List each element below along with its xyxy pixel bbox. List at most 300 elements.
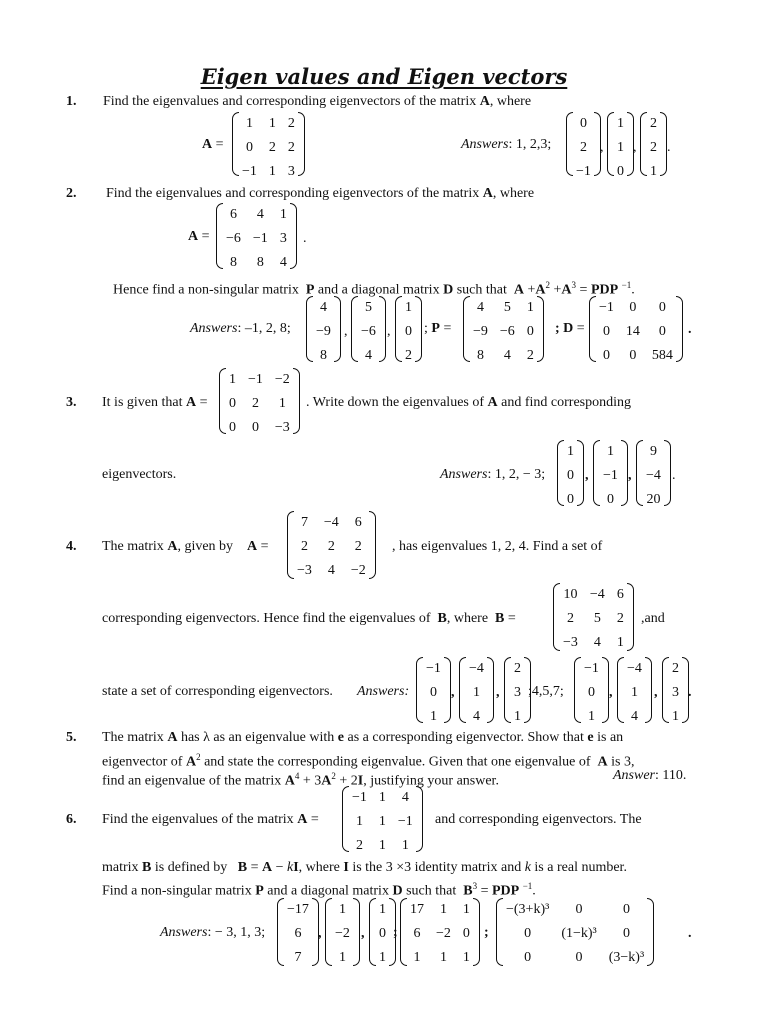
- matrix-entry: 1: [439, 950, 447, 965]
- vector-entries: [600, 440, 621, 506]
- matrix-entry: 0: [602, 348, 610, 363]
- matrix-entry: −6: [499, 324, 515, 339]
- matrix-entry: 1: [413, 950, 421, 965]
- vector-entry: 2: [405, 348, 412, 363]
- vector-entries: [313, 296, 334, 362]
- vector-right-bracket: [353, 898, 360, 966]
- problem-1-text: Find the eigenvalues and corresponding eigenvectors of the matrix A, where: [103, 94, 532, 109]
- vector-right-bracket: [664, 440, 671, 506]
- matrix-left-bracket: [287, 511, 294, 579]
- matrix-entry: 6: [229, 207, 237, 222]
- vector-entries: [358, 296, 379, 362]
- matrix-entry: 7: [300, 515, 308, 530]
- problem-3-eigvec-1: [557, 440, 584, 506]
- matrix-entry: 2: [287, 116, 295, 131]
- problem-2-hence: Hence find a non-singular matrix P and a diagonal matrix D such that $A +A^2 +A^3$ = PDP $^{-1}$.: [113, 280, 635, 298]
- vector-entry: −4: [646, 468, 661, 483]
- vector-entry: 4: [630, 709, 638, 724]
- problem-2-eigvec-1: [306, 296, 341, 362]
- problem-2-answer: Answers: –1, 2, 8;: [190, 321, 291, 336]
- matrix-left-bracket: [553, 583, 560, 651]
- vector-entry: −1: [584, 661, 599, 676]
- matrix-entry: 5: [593, 611, 601, 626]
- matrix-entry: 1: [268, 116, 276, 131]
- comma: ,: [628, 468, 632, 483]
- vector-entry: 1: [405, 300, 412, 315]
- matrix-entry: 4: [401, 790, 409, 805]
- matrix-entry: 4: [476, 300, 484, 315]
- matrix-entry: 8: [229, 255, 237, 270]
- comma: ,: [496, 685, 500, 700]
- problem-3-text-a: It is given that A =: [102, 395, 208, 410]
- problem-4-eigvec-2: [459, 657, 494, 723]
- vector-entry: 0: [587, 685, 595, 700]
- vector-entry: 0: [567, 492, 574, 507]
- vector-entries: [466, 657, 487, 723]
- problem-1-eigvec-1: [566, 112, 601, 179]
- vector-left-bracket: [557, 440, 564, 506]
- matrix-entry: 2: [355, 838, 363, 853]
- problem-4-eigvec-3: [504, 657, 531, 723]
- matrix-entry: −3: [274, 420, 290, 435]
- problem-6-number: 6.: [66, 812, 77, 827]
- vector-left-bracket: [306, 296, 313, 362]
- vector-entry: 1: [379, 950, 386, 965]
- matrix-entry: 584: [651, 348, 673, 363]
- matrix-entry: 4: [327, 563, 335, 578]
- problem-1-eigvec-2: [607, 112, 634, 179]
- semicolon: ;: [484, 925, 489, 940]
- vector-entries: [573, 112, 594, 179]
- matrix-right-bracket: [298, 112, 305, 176]
- problem-3-eigvec-2: [593, 440, 628, 506]
- vector-entry: 7: [294, 950, 302, 965]
- matrix-entry: 1: [245, 116, 253, 131]
- matrix-entry: 0: [245, 140, 253, 155]
- vector-entry: 1: [617, 140, 624, 155]
- matrix-entry: (3−k)³: [608, 950, 645, 965]
- matrix-entries: [226, 368, 293, 434]
- vector-entry: 20: [646, 492, 661, 507]
- problem-5-number: 5.: [66, 730, 77, 745]
- problem-5-line-1: The matrix A has λ as an eigenvalue with e as a corresponding eigenvector. Show that e is an: [102, 730, 624, 745]
- vector-entries: [511, 657, 524, 723]
- problem-4-b-eigvec-3: [662, 657, 689, 723]
- vector-left-bracket: [369, 898, 376, 966]
- matrix-entry: 0: [658, 324, 666, 339]
- matrix-entries: [560, 583, 627, 651]
- matrix-entry: 1: [378, 814, 386, 829]
- matrix-entry: 3: [279, 231, 287, 246]
- vector-entry: 1: [338, 902, 346, 917]
- vector-entry: 4: [472, 709, 480, 724]
- vector-entry: 3: [514, 685, 521, 700]
- matrix-entry: −2: [274, 372, 290, 387]
- vector-entries: [564, 440, 577, 506]
- vector-entry: 0: [429, 685, 437, 700]
- vector-entries: [332, 898, 353, 966]
- problem-6-line-2: matrix B is defined by B = A − kI, where I is the 3 ×3 identity matrix and k is a real number.: [102, 860, 627, 875]
- matrix-entry: 4: [256, 207, 264, 222]
- vector-entry: 2: [579, 140, 587, 155]
- vector-entry: 8: [319, 348, 327, 363]
- problem-2-matrix-d: [589, 296, 683, 362]
- problem-6-eigvec-3: [369, 898, 396, 966]
- vector-right-bracket: [415, 296, 422, 362]
- matrix-entry: 2: [354, 539, 362, 554]
- vector-right-bracket: [660, 112, 667, 176]
- matrix-entry: 1: [378, 838, 386, 853]
- vector-entry: 4: [364, 348, 372, 363]
- problem-3-text-c: eigenvectors.: [102, 467, 177, 482]
- vector-left-bracket: [351, 296, 358, 362]
- matrix-entry: 2: [327, 539, 335, 554]
- matrix-entry: 14: [625, 324, 640, 339]
- matrix-entry: 1: [462, 902, 470, 917]
- problem-2-number: 2.: [66, 186, 77, 201]
- problem-6-matrix-p: [400, 898, 480, 966]
- vector-entries: [284, 898, 312, 966]
- vector-entry: 0: [617, 164, 624, 179]
- matrix-entries: [407, 898, 473, 966]
- matrix-entry: 6: [616, 587, 624, 602]
- matrix-entries: [503, 898, 647, 966]
- comma: ,: [387, 324, 391, 339]
- matrix-entry: −1: [352, 790, 367, 805]
- matrix-entry: 0: [575, 950, 583, 965]
- problem-5-line-2: eigenvector of $A^2$ and state the corresponding eigenvalue. Given that one eigenvalue of A is 3,: [102, 752, 635, 770]
- vector-entries: [614, 112, 627, 179]
- vector-entry: 0: [606, 492, 614, 507]
- matrix-entry: −3: [297, 563, 312, 578]
- comma: ,: [344, 324, 348, 339]
- matrix-entry: 0: [658, 300, 666, 315]
- problem-3-eigvec-3: [636, 440, 671, 506]
- vector-left-bracket: [325, 898, 332, 966]
- problem-6-eigvec-1: [277, 898, 319, 966]
- problem-4-eigvals-b: ;4,5,7;: [528, 684, 564, 699]
- matrix-right-bracket: [676, 296, 683, 362]
- matrix-entry: 3: [287, 164, 295, 179]
- matrix-entry: 0: [229, 396, 236, 411]
- matrix-entry: 1: [278, 396, 286, 411]
- vector-left-bracket: [566, 112, 573, 176]
- vector-left-bracket: [617, 657, 624, 723]
- matrix-entry: 2: [526, 348, 534, 363]
- vector-left-bracket: [504, 657, 511, 723]
- matrix-left-bracket: [496, 898, 503, 966]
- matrix-entry: −1: [242, 164, 257, 179]
- problem-1-matrix-a: [232, 112, 305, 179]
- comma: ,: [654, 685, 658, 700]
- vector-entry: −1: [426, 661, 441, 676]
- vector-right-bracket: [334, 296, 341, 362]
- matrix-entries: [596, 296, 676, 362]
- vector-entry: 1: [567, 444, 574, 459]
- problem-6-answer: Answers: − 3, 1, 3;: [160, 925, 266, 940]
- matrix-right-bracket: [537, 296, 544, 362]
- matrix-entries: [223, 203, 290, 269]
- problem-2-eigvec-2: [351, 296, 386, 362]
- matrix-entry: −2: [350, 563, 366, 578]
- matrix-entry: 0: [462, 926, 470, 941]
- vector-right-bracket: [577, 440, 584, 506]
- vector-entry: −9: [316, 324, 331, 339]
- problem-3-number: 3.: [66, 395, 77, 410]
- vector-entry: 1: [630, 685, 638, 700]
- matrix-entry: 0: [622, 902, 630, 917]
- matrix-left-bracket: [232, 112, 239, 176]
- matrix-entry: 4: [593, 635, 601, 650]
- matrix-entry: 6: [413, 926, 421, 941]
- matrix-left-bracket: [216, 203, 223, 269]
- period: .: [667, 140, 671, 155]
- vector-entry: 3: [672, 685, 679, 700]
- vector-right-bracket: [487, 657, 494, 723]
- vector-entry: 1: [429, 709, 437, 724]
- vector-entry: 1: [379, 902, 386, 917]
- problem-4-text-b: , has eigenvalues 1, 2, 4. Find a set of: [392, 539, 603, 554]
- period: .: [303, 231, 307, 246]
- vector-entry: −6: [361, 324, 376, 339]
- vector-entry: 1: [472, 685, 480, 700]
- problem-1-a-label: A =: [202, 137, 224, 152]
- period: .: [688, 926, 692, 941]
- problem-2-eigvec-3: [395, 296, 422, 362]
- matrix-entry: −4: [323, 515, 339, 530]
- problem-4-b-eigvec-1: [574, 657, 609, 723]
- problem-6-eigvec-2: [325, 898, 360, 966]
- matrix-entry: 0: [526, 324, 534, 339]
- vector-entry: −4: [627, 661, 642, 676]
- vector-entries: [643, 440, 664, 506]
- vector-left-bracket: [593, 440, 600, 506]
- vector-entries: [669, 657, 682, 723]
- matrix-entry: 2: [251, 396, 259, 411]
- matrix-entry: 1: [355, 814, 363, 829]
- vector-entry: −1: [576, 164, 591, 179]
- vector-entry: −2: [335, 926, 350, 941]
- vector-entry: 0: [405, 324, 412, 339]
- problem-1-eigvec-3: [640, 112, 667, 179]
- matrix-left-bracket: [463, 296, 470, 362]
- matrix-entry: 4: [279, 255, 287, 270]
- problem-4-matrix-b: [553, 583, 634, 651]
- problem-6-matrix-a: [342, 786, 423, 852]
- vector-entry: 2: [672, 661, 679, 676]
- matrix-entry: 0: [602, 324, 610, 339]
- vector-entry: 4: [319, 300, 327, 315]
- problem-4-eigvec-1: [416, 657, 451, 723]
- matrix-entry: 2: [300, 539, 308, 554]
- matrix-right-bracket: [293, 368, 300, 434]
- matrix-entry: 17: [410, 902, 424, 917]
- problem-2-matrix-p: [463, 296, 544, 362]
- vector-left-bracket: [640, 112, 647, 176]
- matrix-left-bracket: [400, 898, 407, 966]
- matrix-entry: −9: [473, 324, 488, 339]
- matrix-entry: −(3+k)³: [506, 902, 550, 917]
- matrix-entry: −1: [599, 300, 614, 315]
- comma: ,: [609, 685, 613, 700]
- matrix-entry: 10: [563, 587, 578, 602]
- matrix-entries: [239, 112, 298, 179]
- vector-entry: 2: [650, 116, 657, 131]
- problem-1-number: 1.: [66, 94, 77, 109]
- matrix-right-bracket: [473, 898, 480, 966]
- semicolon: ;: [393, 925, 398, 940]
- matrix-entry: 2: [268, 140, 276, 155]
- matrix-entry: −1: [248, 372, 263, 387]
- vector-left-bracket: [416, 657, 423, 723]
- vector-entry: 1: [672, 709, 679, 724]
- page-title: Eigen values and Eigen vectors: [200, 64, 568, 89]
- vector-right-bracket: [621, 440, 628, 506]
- matrix-entry: −1: [397, 814, 413, 829]
- vector-entry: −17: [287, 902, 309, 917]
- problem-2-p-label: ; P =: [424, 321, 452, 336]
- matrix-entries: [294, 511, 369, 579]
- matrix-entry: 2: [287, 140, 295, 155]
- problem-3-matrix-a: [219, 368, 300, 434]
- vector-entry: 2: [514, 661, 521, 676]
- problem-1-answer: Answers: 1, 2,3;: [461, 137, 552, 152]
- matrix-entry: 0: [575, 902, 583, 917]
- vector-entry: 0: [567, 468, 574, 483]
- problem-4-text-c: corresponding eigenvectors. Hence find the eigenvalues of B, where B =: [102, 611, 516, 626]
- comma: ,: [600, 140, 604, 155]
- matrix-left-bracket: [219, 368, 226, 434]
- matrix-right-bracket: [647, 898, 654, 966]
- matrix-right-bracket: [627, 583, 634, 651]
- matrix-entries: [470, 296, 537, 362]
- vector-entry: 9: [649, 444, 657, 459]
- vector-left-bracket: [636, 440, 643, 506]
- vector-entry: 2: [650, 140, 657, 155]
- matrix-entry: 1: [616, 635, 624, 650]
- problem-5-line-3: find an eigenvalue of the matrix $A^4 + 3A^2 + 2I$, justifying your answer.: [102, 771, 499, 789]
- matrix-entries: [349, 786, 416, 852]
- matrix-entry: 2: [616, 611, 624, 626]
- matrix-right-bracket: [416, 786, 423, 852]
- matrix-entry: 1: [378, 790, 386, 805]
- problem-4-matrix-a: [287, 511, 376, 579]
- matrix-entry: 1: [526, 300, 534, 315]
- matrix-left-bracket: [342, 786, 349, 852]
- vector-entries: [647, 112, 660, 179]
- matrix-entry: 8: [476, 348, 484, 363]
- problem-3-answer: Answers: 1, 2, − 3;: [440, 467, 546, 482]
- problem-4-text-e: state a set of corresponding eigenvectors.: [102, 684, 333, 699]
- problem-6-line-3: Find a non-singular matrix P and a diagonal matrix D such that $B^3$ = PDP $^{-1}$.: [102, 881, 536, 899]
- vector-entry: 6: [294, 926, 302, 941]
- matrix-entry: 1: [439, 902, 447, 917]
- period: .: [688, 322, 692, 337]
- matrix-entry: 4: [503, 348, 511, 363]
- vector-entries: [423, 657, 444, 723]
- vector-entry: 1: [587, 709, 595, 724]
- matrix-entry: 1: [268, 164, 276, 179]
- matrix-entry: −6: [226, 231, 241, 246]
- vector-entry: 1: [338, 950, 346, 965]
- matrix-entry: −1: [252, 231, 268, 246]
- comma: ,: [318, 926, 322, 941]
- problem-6-matrix-d: [496, 898, 654, 966]
- vector-entries: [376, 898, 389, 966]
- problem-4-text-d: ,and: [641, 611, 665, 626]
- matrix-entry: 1: [462, 950, 470, 965]
- matrix-right-bracket: [290, 203, 297, 269]
- matrix-entry: 8: [256, 255, 264, 270]
- problem-6-text-a: Find the eigenvalues of the matrix A =: [102, 812, 319, 827]
- vector-entry: 0: [579, 116, 587, 131]
- period: .: [672, 468, 676, 483]
- problem-4-answer: Answers:: [357, 684, 410, 699]
- matrix-entry: 1: [229, 372, 236, 387]
- problem-5-answer: Answer: 110.: [613, 768, 687, 783]
- matrix-entry: 2: [566, 611, 574, 626]
- matrix-entry: 1: [279, 207, 287, 222]
- comma: ,: [633, 140, 637, 155]
- matrix-entry: −3: [563, 635, 578, 650]
- vector-right-bracket: [602, 657, 609, 723]
- vector-left-bracket: [395, 296, 402, 362]
- vector-right-bracket: [444, 657, 451, 723]
- matrix-left-bracket: [589, 296, 596, 362]
- vector-left-bracket: [607, 112, 614, 176]
- period: .: [688, 685, 692, 700]
- matrix-entry: 6: [354, 515, 362, 530]
- matrix-entry: 5: [503, 300, 511, 315]
- matrix-entry: 0: [622, 926, 630, 941]
- problem-4-text-a: The matrix A, given by A =: [102, 539, 269, 554]
- comma: ,: [585, 468, 589, 483]
- matrix-entry: 1: [401, 838, 409, 853]
- matrix-entry: 0: [629, 348, 637, 363]
- matrix-entry: 0: [251, 420, 259, 435]
- vector-left-bracket: [662, 657, 669, 723]
- problem-2-text: Find the eigenvalues and corresponding eigenvectors of the matrix A, where: [106, 186, 535, 201]
- vector-entry: 1: [514, 709, 521, 724]
- vector-entry: 0: [379, 926, 386, 941]
- matrix-entry: 0: [629, 300, 637, 315]
- vector-right-bracket: [379, 296, 386, 362]
- vector-entry: 1: [617, 116, 624, 131]
- problem-2-a-label: A =: [188, 229, 210, 244]
- matrix-entry: 0: [524, 950, 532, 965]
- vector-entry: −1: [603, 468, 618, 483]
- matrix-entry: 0: [524, 926, 532, 941]
- problem-3-text-b: . Write down the eigenvalues of A and find corresponding: [306, 395, 631, 410]
- matrix-entry: (1−k)³: [561, 926, 597, 941]
- vector-left-bracket: [574, 657, 581, 723]
- vector-entry: −4: [469, 661, 484, 676]
- vector-entries: [402, 296, 415, 362]
- problem-4-number: 4.: [66, 539, 77, 554]
- problem-2-d-label: ; D =: [555, 321, 585, 336]
- problem-4-b-eigvec-2: [617, 657, 652, 723]
- matrix-entry: −2: [436, 926, 451, 941]
- vector-entries: [581, 657, 602, 723]
- comma: ,: [361, 926, 365, 941]
- matrix-entry: −4: [589, 587, 605, 602]
- vector-left-bracket: [277, 898, 284, 966]
- vector-entry: 1: [650, 164, 657, 179]
- vector-right-bracket: [645, 657, 652, 723]
- matrix-right-bracket: [369, 511, 376, 579]
- problem-6-text-b: and corresponding eigenvectors. The: [435, 812, 642, 827]
- problem-2-matrix-a: [216, 203, 297, 269]
